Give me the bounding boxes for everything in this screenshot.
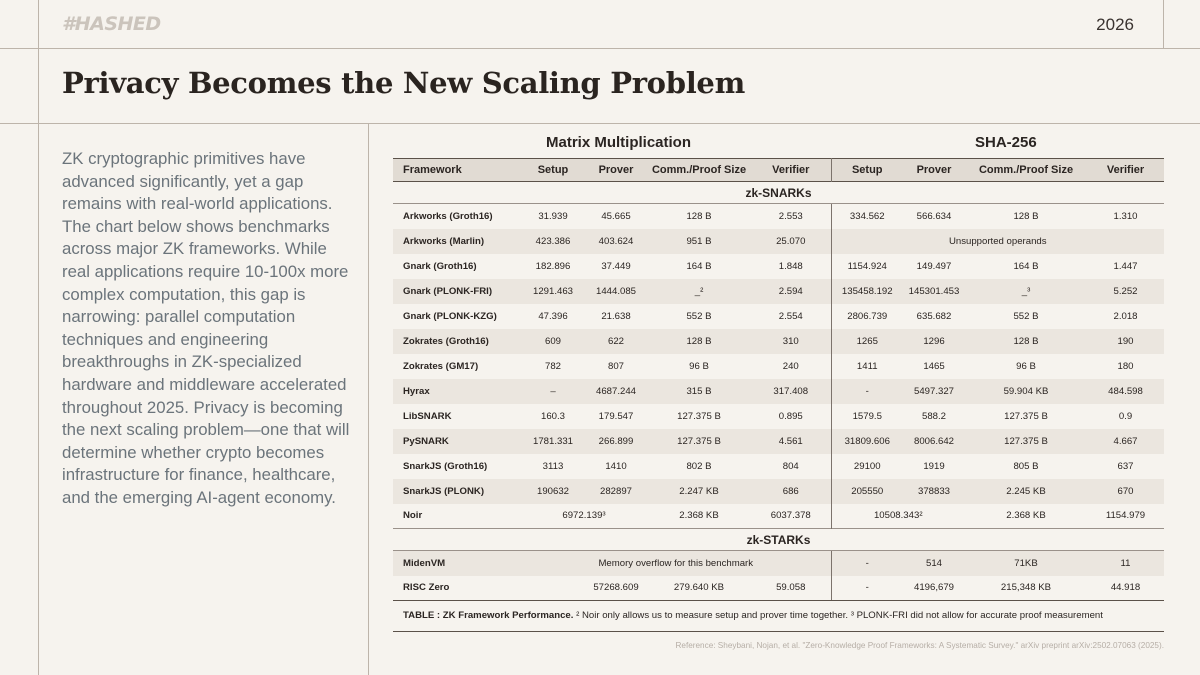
table-row	[393, 404, 1164, 429]
matrix-setup-cell: 609	[521, 329, 585, 354]
sha-setup-cell: -	[831, 576, 903, 601]
matrix-verifier-cell: 804	[782, 460, 799, 472]
matrix-prover-cell: 1410	[605, 460, 627, 472]
sha-setup-cell: 31809.606	[831, 429, 903, 454]
matrix-setup-cell: 182.896	[535, 260, 571, 272]
matrix-proof-cell: 951 B	[647, 229, 751, 254]
matrix-proof-cell: 279.640 KB	[647, 576, 751, 601]
sha-verifier-cell: 2.018	[1113, 310, 1138, 322]
matrix-proof-cell: 164 B	[686, 260, 712, 272]
column-divider	[368, 123, 369, 675]
table-row	[393, 329, 1164, 354]
sha-verifier-cell: 5.252	[1087, 279, 1164, 304]
sha-setup-cell: 1579.5	[831, 404, 903, 429]
matrix-prover-cell: 1444.085	[585, 279, 647, 304]
framework-cell: LibSNARK	[403, 410, 452, 422]
matrix-setup-cell: 1291.463	[521, 279, 585, 304]
sha-setup-prover-cell: 10508.343²	[831, 504, 965, 529]
matrix-setup-cell: 190632	[521, 479, 585, 504]
year-label: 2026	[1096, 15, 1134, 34]
matrix-verifier-cell: 310	[751, 329, 831, 354]
snarks-section	[393, 182, 1164, 204]
matrix-setup-cell: 1781.331	[521, 429, 585, 454]
matrix-prover-cell: 807	[607, 360, 624, 372]
matrix-setup-cell: 3113	[542, 460, 564, 472]
sha-prover-cell: 149.497	[916, 260, 952, 272]
sha-setup-cell: 1154.924	[831, 254, 903, 279]
sha-prover-cell: 378833	[903, 479, 965, 504]
matrix-verifier-cell: 317.408	[751, 379, 831, 404]
framework-cell: Arkworks (Groth16)	[403, 210, 493, 222]
sha-proof-cell: 128 B	[965, 329, 1087, 354]
matrix-prover-cell: 4687.244	[585, 379, 647, 404]
matrix-setup-cell: –	[521, 379, 585, 404]
table-row	[393, 279, 1164, 304]
framework-cell: Gnark (PLONK-FRI)	[393, 279, 521, 304]
matrix-prover-cell: 622	[585, 329, 647, 354]
matrix-proof-cell: 802 B	[686, 460, 712, 472]
matrix-setup-prover-cell: 6972.139³	[562, 510, 606, 522]
sha-verifier-cell: 44.918	[1087, 576, 1164, 601]
sha-verifier-cell: 1.310	[1113, 210, 1138, 222]
sha-setup-cell: 205550	[831, 479, 903, 504]
matrix-verifier-cell: 4.561	[751, 429, 831, 454]
matrix-prover-cell: 179.547	[598, 410, 634, 422]
sha-group-header: SHA-256	[975, 134, 1037, 151]
matrix-verifier-cell: 2.553	[778, 210, 803, 222]
reference-text: Reference: Sheybani, Nojan, et al. "Zero-Knowledge Proof Frameworks: A Systematic Survey." arXiv preprint arXiv:2502.07063 (2025).	[675, 641, 1164, 650]
matrix-verifier-cell: 59.058	[751, 576, 831, 601]
matrix-group-header: Matrix Multiplication	[546, 134, 692, 151]
sha-prover-cell: 1919	[923, 460, 945, 472]
sha-setup-cell: 334.562	[831, 204, 903, 229]
table-row	[393, 504, 1164, 529]
sha-verifier-cell: 11	[1087, 551, 1164, 576]
sha-proof-cell: 128 B	[1013, 210, 1039, 222]
sha-prover-cell: 588.2	[921, 410, 946, 422]
col-m-verifier: Verifier	[772, 164, 810, 176]
table-row	[393, 379, 1164, 404]
sha-verifier-cell: 190	[1087, 329, 1164, 354]
framework-cell: Arkworks (Marlin)	[393, 229, 521, 254]
sha-proof-cell: _³	[965, 279, 1087, 304]
sha-verifier-cell: 0.9	[1118, 410, 1133, 422]
page-title: Privacy Becomes the New Scaling Problem	[62, 66, 745, 100]
benchmark-table	[393, 158, 1164, 601]
framework-cell: Noir	[403, 510, 423, 522]
table-row	[393, 479, 1164, 504]
matrix-verifier-cell: 2.594	[751, 279, 831, 304]
table-row	[393, 576, 1164, 601]
table-row	[393, 204, 1164, 229]
matrix-prover-cell: 57268.609	[585, 576, 647, 601]
sha-note-cell: Unsupported operands	[831, 229, 1164, 254]
matrix-verifier-cell: 1.848	[778, 260, 803, 272]
matrix-note-cell: Memory overflow for this benchmark	[521, 551, 831, 576]
framework-cell: Hyrax	[393, 379, 521, 404]
col-m-setup: Setup	[537, 164, 569, 176]
sha-proof-cell: 96 B	[1016, 360, 1036, 372]
group-headers	[393, 130, 1164, 158]
sha-verifier-cell: 1.447	[1113, 260, 1138, 272]
col-s-prover: Prover	[916, 164, 952, 176]
sha-verifier-cell: 670	[1087, 479, 1164, 504]
framework-cell: SnarkJS (PLONK)	[393, 479, 521, 504]
col-m-prover: Prover	[598, 164, 634, 176]
table-body	[393, 182, 1164, 601]
sha-prover-cell: 1296	[903, 329, 965, 354]
matrix-proof-cell: _²	[647, 279, 751, 304]
description-text: ZK cryptographic primitives have advanced significantly, yet a gap remains with real-world applications. The chart below shows benchmarks across major ZK frameworks. While real applications require 10-100x more complex computation, this gap is narrowing: parallel computation techniques and engineering breakthroughs in ZK-specialized hardware and middleware accelerated throughout 2025. Privacy is becoming the next scaling problem—one that will determine whether crypto becomes infrastructure for finance, healthcare, and the emerging AI-agent economy.	[62, 149, 350, 507]
table-caption	[393, 601, 1164, 632]
sha-setup-cell: 29100	[831, 454, 903, 479]
header-divider	[0, 48, 1200, 49]
framework-cell: RISC Zero	[393, 576, 521, 601]
sha-prover-cell: 1465	[923, 360, 945, 372]
sha-prover-cell: 566.634	[916, 210, 952, 222]
matrix-proof-cell: 127.375 B	[647, 429, 751, 454]
matrix-setup-cell: 423.386	[521, 229, 585, 254]
col-framework: Framework	[403, 164, 462, 176]
sha-prover-cell: 145301.453	[903, 279, 965, 304]
col-s-setup: Setup	[831, 159, 903, 182]
sha-prover-cell: 5497.327	[903, 379, 965, 404]
sha-proof-cell: 59.904 KB	[965, 379, 1087, 404]
sha-proof-cell: 215,348 KB	[965, 576, 1087, 601]
matrix-proof-cell: 2.247 KB	[647, 479, 751, 504]
framework-cell: Zokrates (Groth16)	[393, 329, 521, 354]
sha-setup-cell: -	[831, 379, 903, 404]
table-row	[393, 354, 1164, 379]
starks-section-label: zk-STARKs	[393, 529, 1164, 551]
framework-cell: PySNARK	[393, 429, 521, 454]
left-border-line	[38, 0, 39, 675]
matrix-prover-cell: 21.638	[601, 310, 631, 322]
sha-proof-cell: 2.368 KB	[1006, 510, 1046, 522]
sha-setup-cell: 135458.192	[831, 279, 903, 304]
col-s-verifier: Verifier	[1106, 164, 1145, 176]
sha-proof-cell: 2.245 KB	[965, 479, 1087, 504]
matrix-verifier-cell: 2.554	[778, 310, 803, 322]
matrix-setup-cell: 31.939	[538, 210, 568, 222]
matrix-prover-cell: 37.449	[601, 260, 631, 272]
table-row	[393, 229, 1164, 254]
table-row	[393, 429, 1164, 454]
matrix-setup-cell: 782	[544, 360, 561, 372]
sha-proof-cell: 164 B	[1013, 260, 1039, 272]
matrix-setup-cell: 160.3	[540, 410, 565, 422]
matrix-verifier-cell: 0.895	[778, 410, 803, 422]
sha-prover-cell: 8006.642	[903, 429, 965, 454]
sha-verifier-cell: 637	[1117, 460, 1134, 472]
matrix-proof-cell: 128 B	[686, 210, 712, 222]
starks-section	[393, 529, 1164, 551]
matrix-verifier-cell: 240	[782, 360, 799, 372]
table-row	[393, 304, 1164, 329]
matrix-proof-cell: 128 B	[647, 329, 751, 354]
framework-cell: SnarkJS (Groth16)	[403, 460, 488, 472]
table-row	[393, 254, 1164, 279]
sha-verifier-cell: 4.667	[1087, 429, 1164, 454]
matrix-prover-cell: 266.899	[585, 429, 647, 454]
matrix-prover-cell: 45.665	[601, 210, 631, 222]
benchmark-table-area	[393, 130, 1164, 650]
framework-cell: Zokrates (GM17)	[403, 360, 479, 372]
sha-proof-cell: 127.375 B	[1004, 410, 1048, 422]
sha-verifier-cell: 1154.979	[1105, 510, 1146, 522]
col-s-proof: Comm./Proof Size	[978, 164, 1074, 176]
matrix-verifier-cell: 6037.378	[770, 510, 811, 522]
matrix-proof-cell: 315 B	[647, 379, 751, 404]
sha-verifier-cell: 484.598	[1087, 379, 1164, 404]
matrix-proof-cell: 2.368 KB	[679, 510, 719, 522]
matrix-verifier-cell: 686	[751, 479, 831, 504]
table-row	[393, 454, 1164, 479]
table-row	[393, 551, 1164, 576]
sha-verifier-cell: 180	[1117, 360, 1134, 372]
sha-prover-cell: 635.682	[916, 310, 952, 322]
matrix-prover-cell: 282897	[585, 479, 647, 504]
sha-proof-cell: 71KB	[965, 551, 1087, 576]
matrix-verifier-cell: 25.070	[751, 229, 831, 254]
sha-proof-cell: 552 B	[1013, 310, 1039, 322]
framework-cell: Gnark (PLONK-KZG)	[403, 310, 497, 322]
sha-proof-cell: 127.375 B	[965, 429, 1087, 454]
matrix-proof-cell: 96 B	[689, 360, 709, 372]
sha-proof-cell: 805 B	[1013, 460, 1039, 472]
col-m-proof: Comm./Proof Size	[651, 164, 747, 176]
matrix-setup-cell: 47.396	[538, 310, 568, 322]
sha-setup-cell: 1411	[831, 354, 903, 379]
framework-cell: Gnark (Groth16)	[403, 260, 477, 272]
sha-prover-cell: 514	[903, 551, 965, 576]
matrix-proof-cell: 552 B	[686, 310, 712, 322]
matrix-proof-cell: 127.375 B	[677, 410, 721, 422]
sha-setup-cell: -	[831, 551, 903, 576]
framework-cell: MidenVM	[393, 551, 521, 576]
caption-notes: ² Noir only allows us to measure setup and prover time together. ³ PLONK-FRI did not allow for accurate proof measurement	[573, 610, 1103, 621]
snarks-section-label: zk-SNARKs	[393, 182, 1164, 204]
table-header-row	[393, 159, 1164, 182]
sha-prover-cell: 4196,679	[903, 576, 965, 601]
hashed-logo: #HASHED	[62, 13, 161, 35]
matrix-setup-cell	[521, 576, 585, 601]
matrix-prover-cell: 403.624	[585, 229, 647, 254]
title-divider	[0, 123, 1200, 124]
right-border-line	[1163, 0, 1164, 48]
sha-setup-cell: 1265	[831, 329, 903, 354]
caption-title: TABLE : ZK Framework Performance.	[403, 610, 574, 621]
sha-setup-cell: 2806.739	[831, 304, 903, 329]
